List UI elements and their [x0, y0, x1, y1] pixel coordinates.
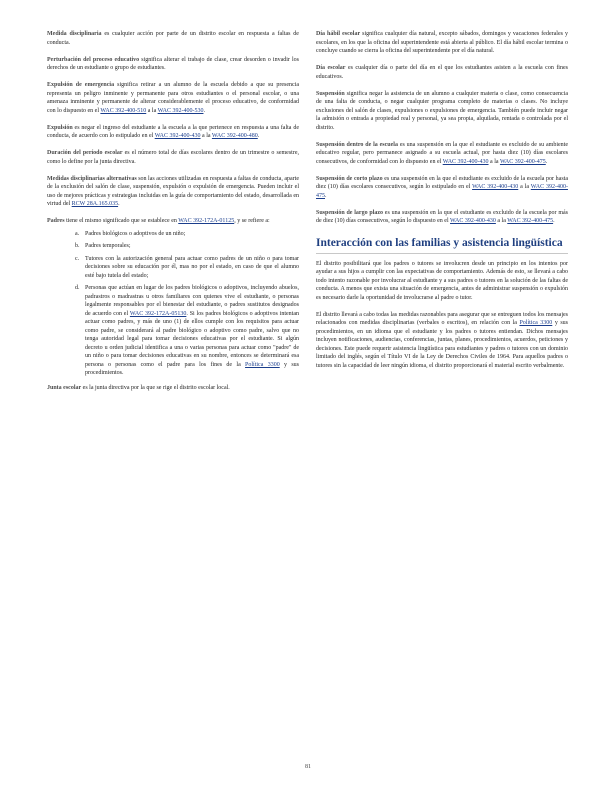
wac-link[interactable]: WAC 392-400-480 [211, 133, 258, 139]
wac-link[interactable]: WAC 392-400-430 [450, 218, 496, 224]
family-involvement-paragraph: El distrito posibilitará que los padres o tutores se involucren desde un principio en los intentos por ayudar a sus hijos a cumplir con las expectativas de comportamiento. Además de esto, se llevará a cabo todo intento razonable por involucrar al estudiante y a sus padres o tutores en la solución de las faltas de conducta. A menos que exista una situación de emergencia, antes de administrar suspensión o expulsión es necesario darle la oportunidad de involucrarse al padre o tutor. [316, 260, 568, 301]
wac-link[interactable]: WAC 392-172A-05130 [129, 310, 187, 317]
wac-link[interactable]: WAC 392-400-430 [154, 133, 201, 139]
definition-short-term-suspension: Suspensión de corto plazo es una suspensión en la que el estudiante es excluido de la escuela por hasta diez (10) días escolares consecutivos, según lo estipulado en el WAC 392-400-430 a la WAC 392-400-475. [316, 175, 568, 199]
definition-disciplinary-action: Medida disciplinaria es cualquier acción por parte de un distrito escolar en respuesta a faltas de conducta. [47, 31, 299, 46]
wac-link[interactable]: WAC 392-400-430 [442, 158, 489, 165]
definition-expulsion: Expulsión es negar el ingreso del estudiante a la escuela a la que pertenece en respuesta a una falta de conducta, de acuerdo con lo estipulado en el WAC 392-400-430 a la WAC 392-400-480. [47, 124, 299, 139]
wac-link[interactable]: WAC 392-400-510 [100, 107, 147, 114]
definition-parents: Padres tiene el mismo significado que se establece en WAC 392-172A-01125, y se refiere a: [47, 218, 270, 224]
wac-link[interactable]: WAC 392-172A-01125 [178, 218, 235, 224]
language-assistance-paragraph: El distrito llevará a cabo todas las medidas razonables para asegurar que se entreguen todos los mensajes relacionados con medidas disciplinarias (verbales o escritos), en relación con la Política 3300 y sus procedimientos, en un idioma que el estudiante y los padres o tutores entiendan. Dichos mensajes incluyen notificaciones, audiencias, conferencias, juntas, planes, procedimientos, acuerdos, peticiones y decisiones. Este puede requerir asistencia lingüística para estudiantes y padres o tutores con un dominio limitado del inglés, según el Título VI de la Ley de Derechos Civiles de 1964. Para aquellos padres o tutores sin la capacidad de leer ningún idioma, el distrito proporcionará el material escrito verbalmente. [316, 311, 568, 369]
definition-school-term: Duración del período escolar es el número total de días escolares dentro de un trimestre o semestre, como lo define por la junta directiva. [47, 150, 299, 165]
definition-emergency-expulsion: Expulsión de emergencia significa retirar a un alumno de la escuela debido a que su presencia representa un peligro inminente y permanente para otros estudiantes o el personal escolar, o una amenaza inminente y permanente de alterar considerablemente el proceso educativo, de conformidad con lo dispuesto en el WAC 392-400-510 a la WAC 392-400-530. [47, 82, 300, 114]
policy-link[interactable]: Política 3300 [245, 361, 280, 368]
list-item: b. Padres temporales; [75, 243, 131, 249]
list-item: c. Tutores con la autorización general para actuar como padres de un niño o para tomar decisiones sobre su educación por él, mas no por el estado, en caso de que el alumno esté bajo tutela del estado; [75, 255, 299, 279]
definition-school-board: Junta escolar es la junta directiva por la que se rige el distrito escolar local. [47, 384, 230, 391]
rcw-link[interactable]: RCW 28A.165.035 [71, 201, 119, 207]
wac-link[interactable]: WAC 392-400-475 [507, 218, 554, 224]
right-column [316, 30, 568, 379]
list-item: a. Padres biológicos o adoptivos de un niño; [75, 230, 186, 237]
page-number: 81 [305, 764, 311, 770]
definition-alternative-measures: Medidas disciplinarias alternativas son las acciones utilizadas en respuesta a faltas de conducta, aparte de la exclusión del salón de clase, suspensión, expulsión o expulsión de emergencia. Pueden incluir el uso de mejores prácticas y estrategias incluidas en la guía de comportamiento del estado, desarrollada en virtud del RCW 28A.165.035. [47, 175, 300, 207]
definition-school-day: Día escolar es cualquier día o parte del día en el que los estudiantes asisten a la escuela con fines educativos. [316, 65, 568, 80]
policy-link[interactable]: Política 3300 [519, 320, 553, 326]
list-item: d. Personas que actúan en lugar de los padres biológicos o adoptivos, incluyendo abuelos, padrastros o madrastras u otros familiares con quienes vive el estudiante, o personas legalmente responsables por el bienestar del estudiante, o padres sustitutos designados de acuerdo con el WAC 392-172A-05130. Si los padres biológicos o adoptivos intentan actuar como padres, y más de uno (1) de ellos cumple con los requisitos para actuar como padre, se considerará al padre biológico o adoptivo como padre, salvo que no tenga autoridad legal para tomar decisiones educativas por el estudiante. Si algún decreto u orden judicial identifica a una o varias personas para actuar como "padre" de un niño o para tomar decisiones educativas en su nombre, entonces se determinará esa persona o personas como el padre para los fines de la Política 3300 y sus procedimientos. [75, 285, 299, 376]
definition-disruption: Perturbación del proceso educativo significa alterar el trabajo de clase, crear desorden o invadir los derechos de un estudiante o grupo de estudiantes. [47, 56, 299, 71]
left-column [47, 30, 299, 401]
section-heading: Interacción con las familias y asistencia lingüística [316, 236, 568, 254]
definition-business-day: Día hábil escolar significa cualquier día natural, excepto sábados, domingos y vacaciones federales y escolares, en los que la oficina del superintendente está abierta al público. El día hábil escolar termina o concluye cuando se cierra la oficina del superintendente por el día natural. [316, 31, 569, 54]
definition-in-school-suspension: Suspensión dentro de la escuela es una suspensión en la que el estudiante es excluido de su ambiente educativo regular, pero permanece asignado a su escuela actual, por hasta diez (10) días escolares consecutivos, de conformidad con lo dispuesto en el WAC 392-400-430 a la WAC 392-400-475. [316, 141, 568, 165]
wac-link[interactable]: WAC 392-400-430 [472, 184, 519, 190]
wac-link[interactable]: WAC 392-400-530 [157, 107, 204, 114]
wac-link[interactable]: WAC 392-400-475 [499, 158, 546, 165]
parents-list [47, 230, 299, 378]
wac-link[interactable]: WAC 392-400-475 [316, 184, 568, 199]
definition-long-term-suspension: Suspensión de largo plazo es una suspensión en la que el estudiante es excluido de la escuela por más de diez (10) días consecutivos, según lo dispuesto en el WAC 392-400-430 a la WAC 392-400-475. [316, 209, 569, 224]
definition-suspension: Suspensión significa negar la asistencia de un alumno a cualquier materia o clase, como consecuencia de una falta de conducta, o negar cualquier programa completo de materias o clases. No incluye exclusiones del salón de clases, expulsiones o expulsiones de emergencia. También puede incluir negar la admisión o entrada a propiedad real y personal, ya sea propia, alquilada, rentada o controlada por el distrito. [316, 90, 568, 131]
